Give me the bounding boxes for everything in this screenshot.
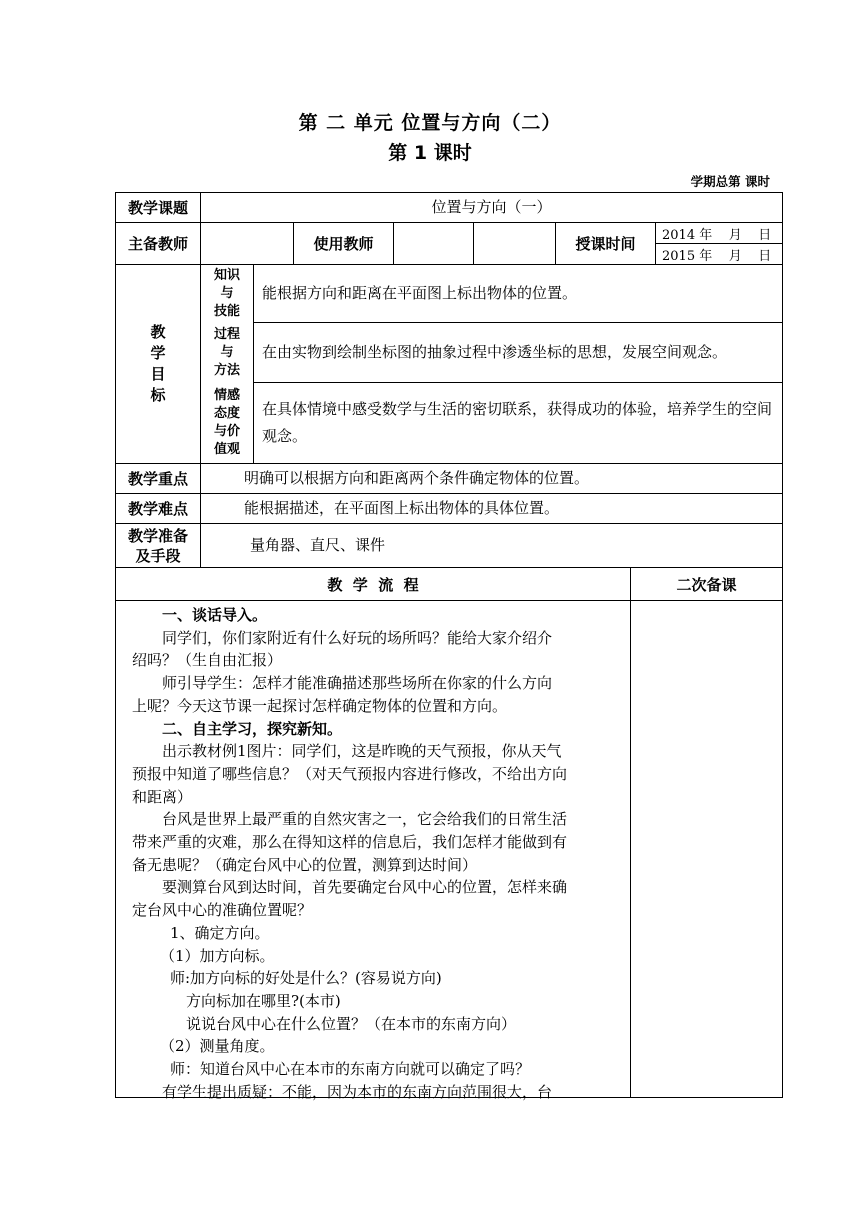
lesson-title: 第 1 课时 bbox=[388, 142, 472, 164]
emotion-text: 在具体情境中感受数学与生活的密切联系，获得成功的体验，培养学生的空间观念。 bbox=[262, 400, 773, 445]
flow-line: 1、确定方向。 bbox=[170, 923, 270, 942]
prep-text: 量角器、直尺、课件 bbox=[250, 536, 386, 554]
prep-label: 教学准备 及手段 bbox=[127, 526, 188, 565]
emotion-label: 情感 态度 与价 值观 bbox=[213, 388, 240, 457]
second-prep-header: 二次备课 bbox=[676, 575, 737, 594]
knowledge-label: 知识 与 技能 bbox=[213, 267, 240, 319]
flow-line: 同学们，你们家附近有什么好玩的场所吗？能给大家介绍介 bbox=[162, 628, 553, 647]
teach-time-label: 授课时间 bbox=[575, 235, 636, 253]
date-2014: 2014 年 月 日 bbox=[662, 227, 772, 243]
flow-heading: 一、谈话导入。 bbox=[162, 606, 268, 624]
flow-line: 师：知道台风中心在本市的东南方向就可以确定了吗？ bbox=[170, 1060, 531, 1079]
teaching-flow bbox=[122, 604, 628, 1103]
flow-line: 师引导学生：怎样才能准确描述那些场所在你家的什么方向 bbox=[162, 674, 553, 693]
lead-teacher-value bbox=[201, 223, 293, 264]
semester-total: 学期总第 课时 bbox=[690, 174, 770, 189]
flow-line: 备无患呢？（确定台风中心的位置，测算到达时间） bbox=[132, 855, 478, 874]
difficulty-label: 教学难点 bbox=[127, 500, 188, 518]
date-2015: 2015 年 月 日 bbox=[662, 248, 772, 264]
using-teacher-value bbox=[394, 223, 473, 264]
flow-line: 绍吗？（生自由汇报） bbox=[132, 651, 283, 670]
lead-teacher-label: 主备教师 bbox=[127, 235, 188, 253]
flow-line: 上呢？今天这节课一起探讨怎样确定物体的位置和方向。 bbox=[132, 696, 508, 715]
knowledge-text: 能根据方向和距离在平面图上标出物体的位置。 bbox=[262, 284, 578, 302]
process-text: 在由实物到绘制坐标图的抽象过程中渗透坐标的思想，发展空间观念。 bbox=[262, 343, 728, 361]
flow-line: 方向标加在哪里?(本市) bbox=[186, 991, 341, 1010]
flow-line: 要测算台风到达时间，首先要确定台风中心的位置，怎样来确 bbox=[162, 878, 568, 897]
topic-label: 教学课题 bbox=[127, 199, 188, 217]
topic-value: 位置与方向（一） bbox=[431, 198, 552, 216]
flow-line: 预报中知道了哪些信息？（对天气预报内容进行修改，不给出方向 bbox=[132, 764, 568, 783]
key-text: 明确可以根据方向和距离两个条件确定物体的位置。 bbox=[244, 469, 590, 487]
flow-line: （1）加方向标。 bbox=[160, 946, 275, 965]
flow-line: 出示教材例1图片：同学们，这是昨晚的天气预报，你从天气 bbox=[162, 742, 562, 761]
objectives-label: 教 学 目 标 bbox=[150, 323, 166, 404]
flow-line: 师:加方向标的好处是什么？(容易说方向) bbox=[170, 969, 442, 988]
using-teacher-label: 使用教师 bbox=[313, 235, 374, 253]
flow-line: 台风是世界上最严重的自然灾害之一，它会给我们的日常生活 bbox=[162, 810, 568, 829]
flow-line: 带来严重的灾难，那么在得知这样的信息后，我们怎样才能做到有 bbox=[132, 833, 568, 852]
flow-line: 定台风中心的准确位置呢？ bbox=[132, 901, 313, 920]
difficulty-text: 能根据描述，在平面图上标出物体的具体位置。 bbox=[244, 499, 560, 517]
process-label: 过程 与 方法 bbox=[213, 326, 240, 378]
flow-heading: 二、自主学习，探究新知。 bbox=[162, 719, 343, 738]
flow-line: （2）测量角度。 bbox=[160, 1037, 275, 1056]
key-label: 教学重点 bbox=[127, 470, 188, 488]
unit-title: 第 二 单元 位置与方向（二） bbox=[298, 112, 562, 134]
flow-line: 有学生提出质疑：不能，因为本市的东南方向范围很大，台 bbox=[162, 1082, 553, 1101]
flow-header: 教 学 流 程 bbox=[327, 575, 419, 594]
flow-line: 说说台风中心在什么位置？（在本市的东南方向） bbox=[186, 1014, 517, 1033]
flow-line: 和距离） bbox=[132, 787, 193, 806]
